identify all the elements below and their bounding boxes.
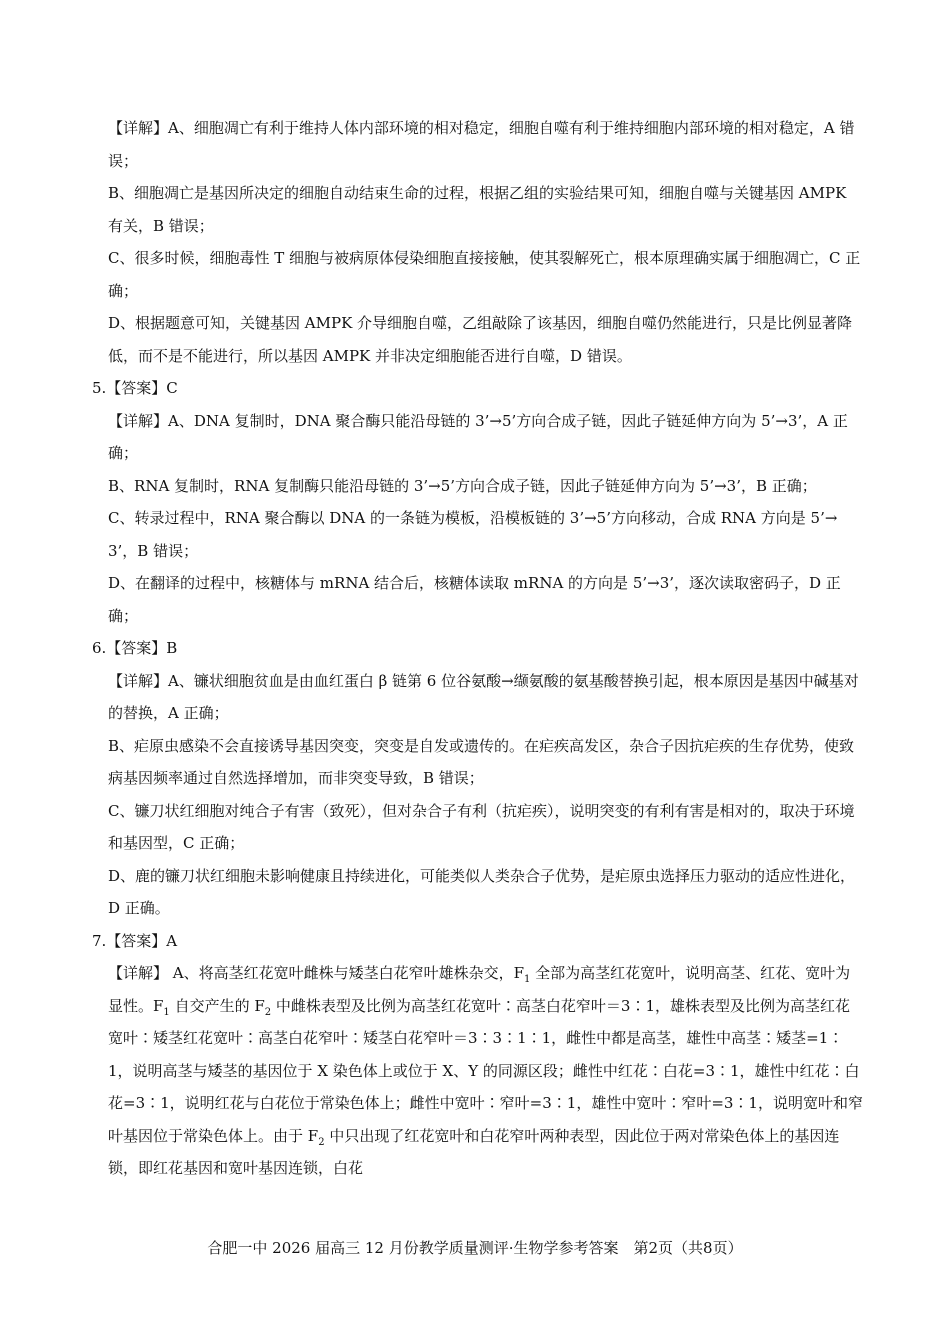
page-footer: 合肥一中 2026 届高三 12 月份教学质量测评·生物学参考答案 第2页（共8页） (207, 1239, 743, 1257)
q7-answer: 7.【答案】A (92, 931, 178, 950)
q5-detail-a: 【详解】A、DNA 复制时，DNA 聚合酶只能沿母链的 3’→5’方向合成子链，因此子链延伸方向为 5’→3’，A 正确； (108, 411, 848, 462)
q6-item-c: C、镰刀状红细胞对纯合子有害（致死），但对杂合子有利（抗疟疾），说明突变的有利有害是相对的，取决于环境和基因型，C 正确； (108, 801, 855, 852)
q5-item-d: D、在翻译的过程中，核糖体与 mRNA 结合后，核糖体读取 mRNA 的方向是 5’→3’，逐次读取密码子，D 正确； (108, 574, 841, 625)
q7-text-2: 全部为高茎红花宽叶，说明高茎、红花、宽叶为显性。F (108, 964, 851, 1015)
q7-text-4: 中雌株表型及比例为高茎红花宽叶∶高茎白花窄叶＝3∶1，雄株表型及比例为高茎红花宽叶∶矮茎红花宽叶∶高茎白花窄叶∶矮茎白花窄叶＝3∶3∶1∶1，雌性中都是高茎，雄性中高茎∶矮茎=1∶1，说明高茎与矮茎的基因位于 X 染色体上或位于 X、Y 的同源区段；雌性中红花∶白花=3∶1，雄性中红花∶白花=3∶1，说明红花与白花位于常染色体上；雌性中宽叶∶窄叶=3∶1，雄性中宽叶∶窄叶=3∶1，说明宽叶和窄叶基因位于常染色体上。由于 F (108, 996, 863, 1145)
q7-text-1: 【详解】 A、将高茎红花宽叶雌株与矮茎白花窄叶雄株杂交，F (108, 964, 525, 982)
q4-detail-a: 【详解】A、细胞凋亡有利于维持人体内部环境的相对稳定，细胞自噬有利于维持细胞内部环境的相对稳定，A 错误； (108, 119, 855, 170)
q7-sub-2: 1 (163, 1006, 170, 1018)
q6-item-d: D、鹿的镰刀状红细胞未影响健康且持续进化，可能类似人类杂合子优势，是疟原虫选择压力驱动的适应性进化，D 正确。 (108, 866, 856, 917)
q6-detail-a: 【详解】A、镰状细胞贫血是由血红蛋白 β 链第 6 位谷氨酸→缬氨酸的氨基酸替换引起，根本原因是基因中碱基对的替换，A 正确； (108, 671, 859, 722)
q5-item-b: B、RNA 复制时，RNA 复制酶只能沿母链的 3’→5’方向合成子链，因此子链延伸方向为 5’→3’，B 正确； (108, 476, 817, 495)
q7-detail (108, 957, 863, 1185)
q7-text-5: 中只出现了红花宽叶和白花窄叶两种表型，因此位于两对常染色体上的基因连锁，即红花基因和宽叶基因连锁，白花 (108, 1126, 840, 1177)
q7-sub-4: 2 (318, 1136, 325, 1148)
q5-answer: 5.【答案】C (92, 379, 178, 397)
q6-answer: 6.【答案】B (92, 639, 178, 657)
q5-item-c: C、转录过程中，RNA 聚合酶以 DNA 的一条链为模板，沿模板链的 3’→5’方向移动，合成 RNA 方向是 5’→3’，B 错误； (108, 509, 838, 560)
q4-item-c: C、很多时候，细胞毒性 T 细胞与被病原体侵染细胞直接接触，使其裂解死亡，根本原理确实属于细胞凋亡，C 正确； (108, 249, 861, 300)
q6-item-b: B、疟原虫感染不会直接诱导基因突变，突变是自发或遗传的。在疟疾高发区，杂合子因抗疟疾的生存优势，使致病基因频率通过自然选择增加，而非突变导致，B 错误； (108, 736, 855, 787)
q4-item-d: D、根据题意可知，关键基因 AMPK 介导细胞自噬，乙组敲除了该基因，细胞自噬仍然能进行，只是比例显著降低，而不是不能进行，所以基因 AMPK 并非决定细胞能否进行自噬，D 错误。 (108, 314, 853, 365)
q4-item-b: B、细胞凋亡是基因所决定的细胞自动结束生命的过程，根据乙组的实验结果可知，细胞自噬与关键基因 AMPK 有关，B 错误； (108, 184, 847, 235)
q7-sub-1: 1 (524, 974, 531, 985)
q7-text-3: 自交产生的 F (169, 996, 265, 1015)
answer-content (92, 112, 863, 1185)
q7-sub-3: 2 (264, 1006, 272, 1018)
